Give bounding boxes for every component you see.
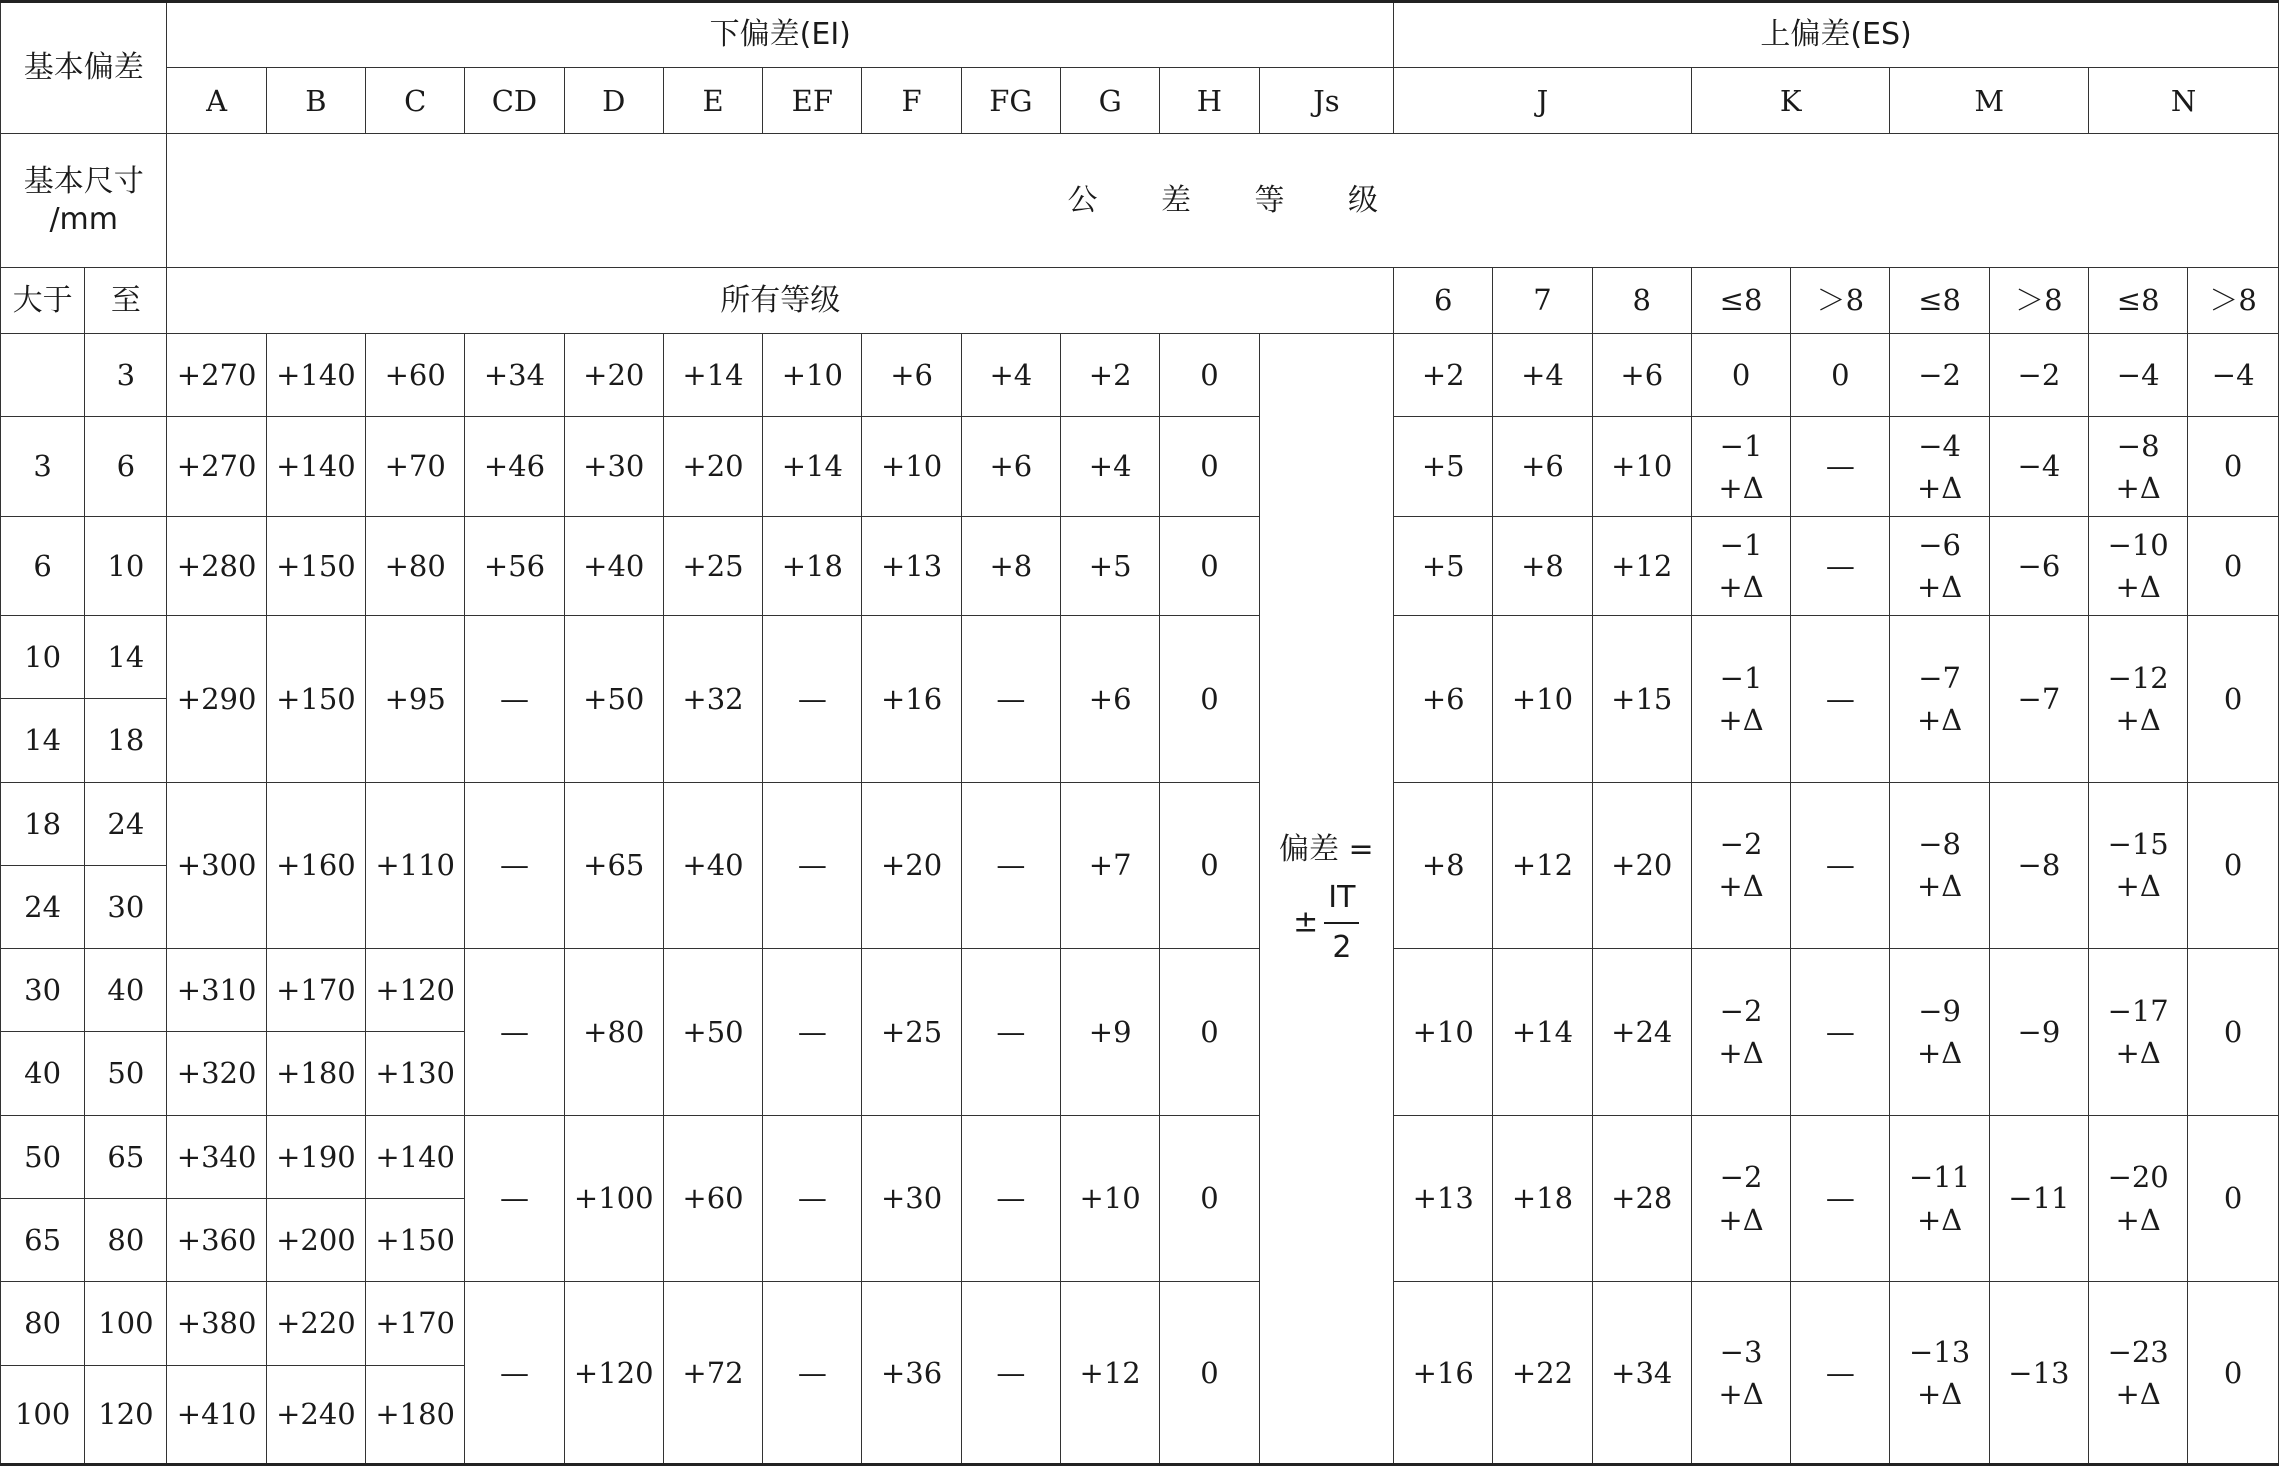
value-cell: +6 — [1592, 334, 1691, 417]
value-cell: −4 — [2089, 334, 2188, 417]
value-cell-delta — [1691, 417, 1790, 516]
value-cell: +200 — [266, 1199, 365, 1282]
delta-suffix: +Δ — [1718, 702, 1764, 737]
value-cell: 0 — [2188, 417, 2279, 516]
letter-header: E — [663, 68, 762, 134]
value-cell: +270 — [167, 417, 266, 516]
value-cell: +80 — [366, 516, 465, 615]
value-cell: −6 — [1989, 516, 2088, 615]
value-cell: +20 — [1592, 782, 1691, 949]
value-cell: +140 — [366, 1115, 465, 1198]
value-cell-delta — [1890, 417, 1989, 516]
value-cell: — — [1791, 417, 1890, 516]
value-cell: +18 — [1493, 1115, 1592, 1282]
value-cell: +240 — [266, 1365, 365, 1464]
value-cell: +16 — [1394, 1282, 1493, 1465]
value-cell: +340 — [167, 1115, 266, 1198]
value-cell: +20 — [663, 417, 762, 516]
delta-suffix: +Δ — [1916, 569, 1963, 604]
value-cell: +190 — [266, 1115, 365, 1198]
delta-suffix: +Δ — [1718, 1376, 1764, 1411]
value-main: −8 — [2116, 428, 2160, 463]
delta-suffix: +Δ — [1916, 1376, 1963, 1411]
value-cell: +20 — [862, 782, 961, 949]
value-cell: +80 — [564, 949, 663, 1116]
value-cell: +14 — [763, 417, 862, 516]
value-cell: +30 — [862, 1115, 961, 1282]
letter-header: K — [1691, 68, 1890, 134]
value-cell: +40 — [663, 782, 762, 949]
value-cell: +50 — [663, 949, 762, 1116]
value-cell: +120 — [564, 1282, 663, 1465]
value-cell: +14 — [663, 334, 762, 417]
value-cell: +9 — [1061, 949, 1160, 1116]
value-cell: −8 — [1989, 782, 2088, 949]
value-cell-delta — [2089, 1115, 2188, 1282]
delta-suffix: +Δ — [1916, 470, 1963, 505]
delta-suffix: +Δ — [1916, 702, 1963, 737]
value-main: −2 — [1719, 1160, 1763, 1195]
value-cell-delta — [1890, 949, 1989, 1116]
value-cell: +14 — [1493, 949, 1592, 1116]
letter-header: N — [2089, 68, 2279, 134]
value-cell: +150 — [366, 1199, 465, 1282]
value-cell: +290 — [167, 616, 266, 783]
value-cell: +70 — [366, 417, 465, 516]
value-cell: +72 — [663, 1282, 762, 1465]
value-main: −11 — [1909, 1160, 1971, 1195]
value-main: −20 — [2107, 1160, 2169, 1195]
letter-header: F — [862, 68, 961, 134]
size-from: 6 — [1, 516, 85, 615]
value-cell: +15 — [1592, 616, 1691, 783]
value-cell: — — [465, 949, 564, 1116]
value-cell: — — [961, 949, 1060, 1116]
delta-suffix: +Δ — [2115, 569, 2161, 604]
delta-suffix: +Δ — [2115, 1376, 2161, 1411]
value-cell: +5 — [1061, 516, 1160, 615]
letter-header: FG — [961, 68, 1060, 134]
value-cell: — — [763, 949, 862, 1116]
size-to: 14 — [85, 616, 167, 699]
value-main: −17 — [2107, 993, 2169, 1028]
value-cell: — — [465, 782, 564, 949]
value-cell: +170 — [266, 949, 365, 1032]
value-cell: +12 — [1493, 782, 1592, 949]
value-cell: — — [1791, 616, 1890, 783]
value-cell: +310 — [167, 949, 266, 1032]
value-cell: — — [763, 782, 862, 949]
tolerance-grade-label: 公 差 等 级 — [167, 134, 2279, 267]
value-cell: 0 — [1160, 782, 1259, 949]
size-from: 30 — [1, 949, 85, 1032]
value-cell: — — [465, 616, 564, 783]
value-main: −23 — [2107, 1334, 2169, 1369]
value-main: −2 — [1719, 993, 1763, 1028]
value-cell: +110 — [366, 782, 465, 949]
value-cell: +300 — [167, 782, 266, 949]
value-cell: — — [1791, 1282, 1890, 1465]
lower-deviation-label: 下偏差(EI) — [167, 2, 1394, 68]
grade-header: 7 — [1493, 267, 1592, 333]
value-cell-delta — [1890, 782, 1989, 949]
delta-suffix: +Δ — [2115, 869, 2161, 904]
table-row — [1, 1282, 2279, 1365]
value-cell: — — [961, 1282, 1060, 1465]
value-cell: +6 — [1061, 616, 1160, 783]
basic-size-line2: /mm — [49, 201, 119, 237]
header-row-grades — [1, 267, 2279, 333]
value-cell-delta — [2089, 1282, 2188, 1465]
js-formula-numerator: IT — [1324, 874, 1359, 924]
table-row — [1, 516, 2279, 615]
value-cell: +25 — [663, 516, 762, 615]
value-cell: +65 — [564, 782, 663, 949]
value-cell: +13 — [1394, 1115, 1493, 1282]
value-cell: +320 — [167, 1032, 266, 1115]
value-main: −8 — [1918, 827, 1961, 862]
size-from: 65 — [1, 1199, 85, 1282]
delta-suffix: +Δ — [1718, 569, 1764, 604]
size-from: 40 — [1, 1032, 85, 1115]
value-cell: +46 — [465, 417, 564, 516]
value-cell: +10 — [1493, 616, 1592, 783]
value-cell: 0 — [1791, 334, 1890, 417]
size-to: 80 — [85, 1199, 167, 1282]
value-cell: +60 — [366, 334, 465, 417]
size-to: 24 — [85, 782, 167, 865]
value-cell: — — [1791, 516, 1890, 615]
basic-deviation-label: 基本偏差 — [1, 2, 167, 134]
value-cell: +6 — [1394, 616, 1493, 783]
delta-suffix: +Δ — [1916, 1202, 1963, 1237]
grade-header: ＞8 — [1989, 267, 2088, 333]
value-cell-delta — [1691, 1115, 1790, 1282]
value-cell: 0 — [1160, 1282, 1259, 1465]
letter-header: H — [1160, 68, 1259, 134]
upper-deviation-label: 上偏差(ES) — [1394, 2, 2279, 68]
value-main: −13 — [1909, 1334, 1971, 1369]
value-cell: — — [465, 1115, 564, 1282]
value-cell: +22 — [1493, 1282, 1592, 1465]
value-cell: 0 — [2188, 516, 2279, 615]
value-cell: 0 — [1160, 616, 1259, 783]
grade-header: ＞8 — [2188, 267, 2279, 333]
value-cell: −13 — [1989, 1282, 2088, 1465]
value-cell-delta — [1691, 516, 1790, 615]
value-main: −4 — [1918, 428, 1961, 463]
delta-suffix: +Δ — [1718, 470, 1764, 505]
table-row — [1, 782, 2279, 865]
value-cell: +8 — [1493, 516, 1592, 615]
value-cell: 0 — [2188, 616, 2279, 783]
delta-suffix: +Δ — [1718, 1035, 1764, 1070]
value-cell: +12 — [1061, 1282, 1160, 1465]
value-cell: — — [1791, 782, 1890, 949]
table-row — [1, 1115, 2279, 1198]
letter-header: J — [1394, 68, 1692, 134]
value-cell: −4 — [2188, 334, 2279, 417]
value-cell-delta — [2089, 782, 2188, 949]
size-from: 14 — [1, 699, 85, 782]
value-main: −9 — [1918, 993, 1961, 1028]
value-cell: +13 — [862, 516, 961, 615]
size-to: 65 — [85, 1115, 167, 1198]
value-cell: +180 — [266, 1032, 365, 1115]
value-cell: −2 — [1989, 334, 2088, 417]
value-cell: 0 — [2188, 1282, 2279, 1465]
value-cell: +5 — [1394, 417, 1493, 516]
value-cell: +360 — [167, 1199, 266, 1282]
value-cell: +10 — [1592, 417, 1691, 516]
value-cell-delta — [1691, 1282, 1790, 1465]
value-cell: +32 — [663, 616, 762, 783]
value-cell: — — [763, 616, 862, 783]
header-row-letters — [1, 68, 2279, 134]
value-cell: −11 — [1989, 1115, 2088, 1282]
value-main: −1 — [1719, 527, 1763, 562]
size-from: 24 — [1, 865, 85, 948]
letter-header: D — [564, 68, 663, 134]
value-main: −3 — [1719, 1334, 1763, 1369]
value-cell-delta — [1890, 1282, 1989, 1465]
value-cell: −2 — [1890, 334, 1989, 417]
value-cell: — — [763, 1282, 862, 1465]
value-cell: −7 — [1989, 616, 2088, 783]
value-cell: 0 — [1691, 334, 1790, 417]
value-cell-delta — [1691, 782, 1790, 949]
value-cell: +16 — [862, 616, 961, 783]
value-cell: +10 — [862, 417, 961, 516]
size-to: 100 — [85, 1282, 167, 1365]
over-label: 大于 — [1, 267, 85, 333]
value-cell: +220 — [266, 1282, 365, 1365]
value-cell: — — [961, 782, 1060, 949]
grade-header: 6 — [1394, 267, 1493, 333]
size-to: 6 — [85, 417, 167, 516]
value-cell: +140 — [266, 334, 365, 417]
js-deviation-formula — [1259, 334, 1393, 1465]
value-cell: 0 — [2188, 949, 2279, 1116]
js-formula-prefix: 偏差 = — [1278, 831, 1374, 867]
value-cell: +36 — [862, 1282, 961, 1465]
value-cell: +56 — [465, 516, 564, 615]
value-cell: +2 — [1061, 334, 1160, 417]
letter-header: G — [1061, 68, 1160, 134]
delta-suffix: +Δ — [1916, 869, 1963, 904]
value-cell: +10 — [1061, 1115, 1160, 1282]
letter-header: Js — [1259, 68, 1393, 134]
size-to: 40 — [85, 949, 167, 1032]
value-cell: +6 — [961, 417, 1060, 516]
value-cell: +380 — [167, 1282, 266, 1365]
header-row-size — [1, 134, 2279, 267]
grade-header: 8 — [1592, 267, 1691, 333]
value-cell: +4 — [1061, 417, 1160, 516]
value-cell: +10 — [1394, 949, 1493, 1116]
size-from — [1, 334, 85, 417]
delta-suffix: +Δ — [1718, 869, 1764, 904]
value-cell: +34 — [1592, 1282, 1691, 1465]
value-main: −1 — [1719, 660, 1763, 695]
basic-size-label — [1, 134, 167, 267]
value-cell: +18 — [763, 516, 862, 615]
value-cell-delta — [2089, 949, 2188, 1116]
value-main: −15 — [2107, 827, 2169, 862]
js-formula-fraction — [1324, 874, 1359, 972]
value-cell: +60 — [663, 1115, 762, 1282]
value-cell: +270 — [167, 334, 266, 417]
delta-suffix: +Δ — [1718, 1202, 1764, 1237]
js-formula-pm: ± — [1293, 904, 1319, 940]
size-to: 50 — [85, 1032, 167, 1115]
value-cell: +95 — [366, 616, 465, 783]
value-main: −7 — [1918, 660, 1961, 695]
value-cell: +30 — [564, 417, 663, 516]
value-cell-delta — [1691, 949, 1790, 1116]
grade-header: ≤8 — [1890, 267, 1989, 333]
value-cell: 0 — [1160, 516, 1259, 615]
all-grades-label: 所有等级 — [167, 267, 1394, 333]
size-from: 50 — [1, 1115, 85, 1198]
size-from: 80 — [1, 1282, 85, 1365]
value-cell: +40 — [564, 516, 663, 615]
letter-header: CD — [465, 68, 564, 134]
value-cell: +140 — [266, 417, 365, 516]
value-cell: +2 — [1394, 334, 1493, 417]
value-cell: +50 — [564, 616, 663, 783]
delta-suffix: +Δ — [2115, 470, 2161, 505]
header-row-deviation-type — [1, 2, 2279, 68]
value-cell: +150 — [266, 516, 365, 615]
value-cell: +24 — [1592, 949, 1691, 1116]
size-to: 10 — [85, 516, 167, 615]
size-from: 100 — [1, 1365, 85, 1464]
size-to: 3 — [85, 334, 167, 417]
value-cell: +170 — [366, 1282, 465, 1365]
value-cell: — — [763, 1115, 862, 1282]
js-formula-denominator: 2 — [1332, 929, 1352, 965]
grade-header: ＞8 — [1791, 267, 1890, 333]
value-cell: +280 — [167, 516, 266, 615]
grade-header: ≤8 — [2089, 267, 2188, 333]
value-cell: +5 — [1394, 516, 1493, 615]
grade-header: ≤8 — [1691, 267, 1790, 333]
value-cell: — — [961, 616, 1060, 783]
value-cell: +160 — [266, 782, 365, 949]
value-main: −2 — [1719, 827, 1763, 862]
size-to: 120 — [85, 1365, 167, 1464]
value-cell: +12 — [1592, 516, 1691, 615]
value-cell: 0 — [1160, 417, 1259, 516]
value-cell: +130 — [366, 1032, 465, 1115]
value-cell: — — [961, 1115, 1060, 1282]
value-cell: +20 — [564, 334, 663, 417]
letter-header: B — [266, 68, 365, 134]
value-cell: 0 — [1160, 1115, 1259, 1282]
value-cell: +10 — [763, 334, 862, 417]
value-cell: +25 — [862, 949, 961, 1116]
value-cell-delta — [1890, 516, 1989, 615]
letter-header: C — [366, 68, 465, 134]
value-cell: 0 — [1160, 334, 1259, 417]
value-cell-delta — [2089, 516, 2188, 615]
value-cell: +150 — [266, 616, 365, 783]
value-main: −10 — [2107, 527, 2169, 562]
size-from: 3 — [1, 417, 85, 516]
value-cell: +100 — [564, 1115, 663, 1282]
value-cell: +410 — [167, 1365, 266, 1464]
value-cell: — — [1791, 1115, 1890, 1282]
size-to: 18 — [85, 699, 167, 782]
value-cell: +6 — [862, 334, 961, 417]
value-cell: +4 — [1493, 334, 1592, 417]
letter-header: EF — [763, 68, 862, 134]
value-cell: +28 — [1592, 1115, 1691, 1282]
table-row — [1, 417, 2279, 516]
delta-suffix: +Δ — [2115, 1035, 2161, 1070]
value-cell: +6 — [1493, 417, 1592, 516]
size-from: 10 — [1, 616, 85, 699]
letter-header: M — [1890, 68, 2089, 134]
delta-suffix: +Δ — [2115, 702, 2161, 737]
size-to: 30 — [85, 865, 167, 948]
value-cell: +8 — [961, 516, 1060, 615]
value-cell: +7 — [1061, 782, 1160, 949]
delta-suffix: +Δ — [2115, 1202, 2161, 1237]
letter-header: A — [167, 68, 266, 134]
value-cell: −4 — [1989, 417, 2088, 516]
value-cell: 0 — [2188, 1115, 2279, 1282]
value-cell-delta — [1890, 616, 1989, 783]
value-cell: — — [1791, 949, 1890, 1116]
value-cell: — — [465, 1282, 564, 1465]
size-from: 18 — [1, 782, 85, 865]
js-formula-body — [1260, 874, 1393, 972]
table-row — [1, 334, 2279, 417]
value-cell: +8 — [1394, 782, 1493, 949]
value-cell-delta — [1691, 616, 1790, 783]
value-main: −6 — [1918, 527, 1961, 562]
value-cell: +120 — [366, 949, 465, 1032]
to-label: 至 — [85, 267, 167, 333]
table-row — [1, 616, 2279, 699]
value-cell: +180 — [366, 1365, 465, 1464]
value-main: −12 — [2107, 660, 2169, 695]
value-cell-delta — [2089, 417, 2188, 516]
value-cell: +34 — [465, 334, 564, 417]
value-cell: 0 — [2188, 782, 2279, 949]
value-main: −1 — [1719, 428, 1763, 463]
basic-size-line1: 基本尺寸 — [23, 164, 144, 200]
value-cell: +4 — [961, 334, 1060, 417]
table-row — [1, 949, 2279, 1032]
value-cell: 0 — [1160, 949, 1259, 1116]
value-cell: −9 — [1989, 949, 2088, 1116]
value-cell-delta — [1890, 1115, 1989, 1282]
delta-suffix: +Δ — [1916, 1035, 1963, 1070]
value-cell-delta — [2089, 616, 2188, 783]
